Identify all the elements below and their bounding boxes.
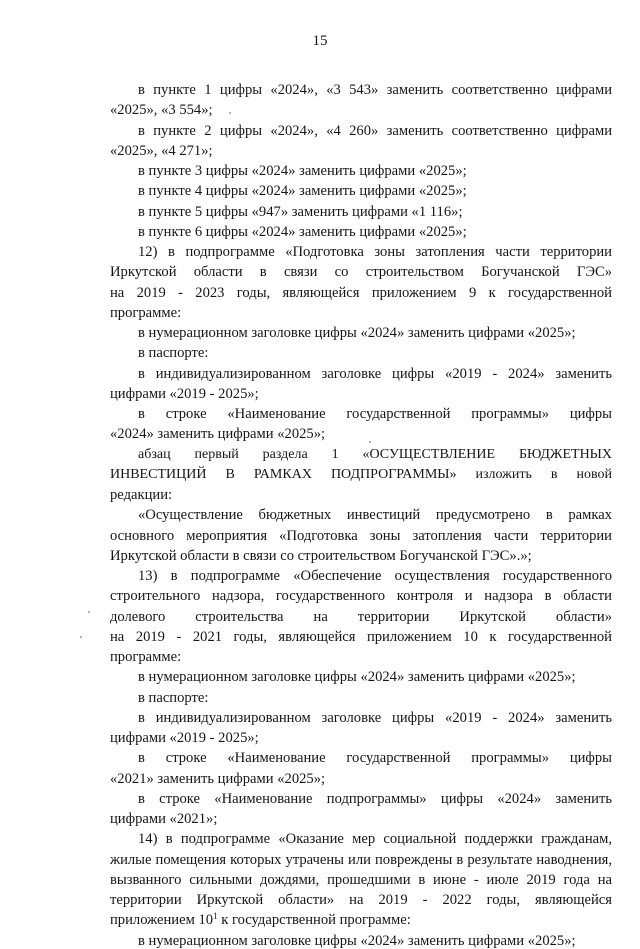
text-line [110,468,612,482]
line-text: в паспорте: [138,689,209,706]
text-line [138,205,463,220]
line-text: долевого строительства на территории Иркутской области» [110,608,612,625]
text-line [110,853,612,868]
line-text: в пункте 1 цифры «2024», «3 543» заменить соответственно цифрами [138,82,612,98]
line-text: в индивидуализированном заголовке цифры «2019 - 2024» заменить [138,709,612,726]
scan-speck [369,441,371,443]
line-text: в пункте 2 цифры «2024», «4 260» заменить соответственно цифрами [138,122,612,139]
text-line [138,124,612,139]
text-line [138,832,612,847]
line-text: в строке «Наименование подпрограммы» цифры «2024» заменить [138,790,612,807]
line-text: «2024» заменить цифрами «2025»; [110,426,326,443]
text-line [110,731,259,746]
text-line [138,448,612,462]
line-text: вызванного сильными дождями, прошедшими в июне - июле 2019 года на [110,871,612,888]
line-text: ИНВЕСТИЦИЙ В РАМКАХ ПОДПРОГРАММЫ» изложить в новой [110,466,612,482]
line-text: в паспорте: [138,345,209,362]
text-line [110,488,172,503]
line-text: в нумерационном заголовке цифры «2024» заменить цифрами «2025»; [138,932,576,949]
text-line [138,83,612,98]
text-line [110,893,612,908]
text-line [138,711,612,726]
line-text: цифрами «2019 - 2025»; [110,730,259,746]
line-text: программе: [110,304,182,321]
page-number: 15 [312,33,328,49]
line-text: приложением 10 [110,912,214,929]
text-line [138,164,467,179]
line-text: территории Иркутской области» на 2019 - 2022 годы, являющейся [110,892,612,908]
line-text-continuation: к государственной программе: [217,912,411,929]
text-line [110,549,532,564]
line-text: в нумерационном заголовке цифры «2024» заменить цифрами «2025»; [138,669,576,686]
text-line [110,306,181,321]
text-line [138,934,576,949]
scan-speck [80,636,82,638]
text-line [110,812,217,827]
line-text: в пункте 5 цифры «947» заменить цифрами «1 116»; [138,203,463,220]
text-line [138,508,612,523]
superscript: 1 [213,911,218,922]
line-text: «2021» заменить цифрами «2025»; [110,770,326,787]
line-text: «Осуществление бюджетных инвестиций предусмотрено в рамках [138,507,612,524]
text-line [110,387,259,402]
line-text: основного мероприятия «Подготовка зоны затопления части территории [110,527,612,544]
line-text: «2025», «4 271»; [110,142,213,159]
line-text: цифрами «2021»; [110,811,218,827]
line-text: Иркутской области в связи со строительством Богучанской ГЭС» [110,264,612,281]
text-line [110,427,325,442]
scan-speck [229,112,231,114]
line-text: 13) в подпрограмме «Обеспечение осуществления государственного [138,568,612,584]
text-line [110,610,612,625]
text-line [110,265,612,280]
line-text: жилые помещения которых утрачены или повреждены в результате наводнения, [110,851,612,868]
line-text: в строке «Наименование государственной программы» цифры [138,406,612,422]
line-text: в нумерационном заголовке цифры «2024» заменить цифрами «2025»; [138,325,576,341]
line-text: программе: [110,649,182,665]
text-line [138,184,467,199]
line-text: 14) в подпрограмме «Оказание мер социальной поддержки гражданам, [138,831,612,848]
line-text: в пункте 3 цифры «2024» заменить цифрами «2025»; [138,163,467,179]
line-text: на 2019 - 2023 годы, являющейся приложением 9 к государственной [110,284,612,301]
text-line [138,569,612,584]
text-line [138,346,208,361]
text-line [110,873,612,888]
line-text: строительного надзора, государственного контроля и надзора в области [110,588,612,605]
text-line [138,367,612,382]
line-text: в пункте 6 цифры «2024» заменить цифрами «2025»; [138,223,467,240]
text-line [138,792,612,807]
text-line [110,529,612,544]
line-text: в пункте 4 цифры «2024» заменить цифрами «2025»; [138,183,467,200]
line-text: в индивидуализированном заголовке цифры «2019 - 2024» заменить [138,365,612,382]
line-text: «2025», «3 554»; [110,102,213,119]
text-line [110,103,213,118]
line-text: цифрами «2019 - 2025»; [110,385,259,402]
text-line [138,691,208,706]
text-line [138,407,612,422]
line-text: редакции: [110,487,173,503]
text-line [110,144,213,159]
text-line [138,670,576,685]
text-line [110,913,411,928]
text-line [138,326,576,341]
text-line [138,245,612,260]
line-text: 12) в подпрограмме «Подготовка зоны затопления части территории [138,244,612,260]
line-text: в строке «Наименование государственной программы» цифры [138,750,612,767]
scan-speck [88,611,90,613]
line-text: Иркутской области в связи со строительством Богучанской ГЭС».»; [110,547,532,564]
text-line [138,751,612,766]
text-line [138,225,467,240]
text-line [110,772,325,787]
text-line [110,650,181,665]
text-line [110,286,612,301]
line-text: на 2019 - 2021 годы, являющейся приложением 10 к государственной [110,628,612,645]
line-text: абзац первый раздела 1 «ОСУЩЕСТВЛЕНИЕ БЮДЖЕТНЫХ [138,446,612,462]
text-line [110,630,612,645]
text-line [110,589,612,604]
